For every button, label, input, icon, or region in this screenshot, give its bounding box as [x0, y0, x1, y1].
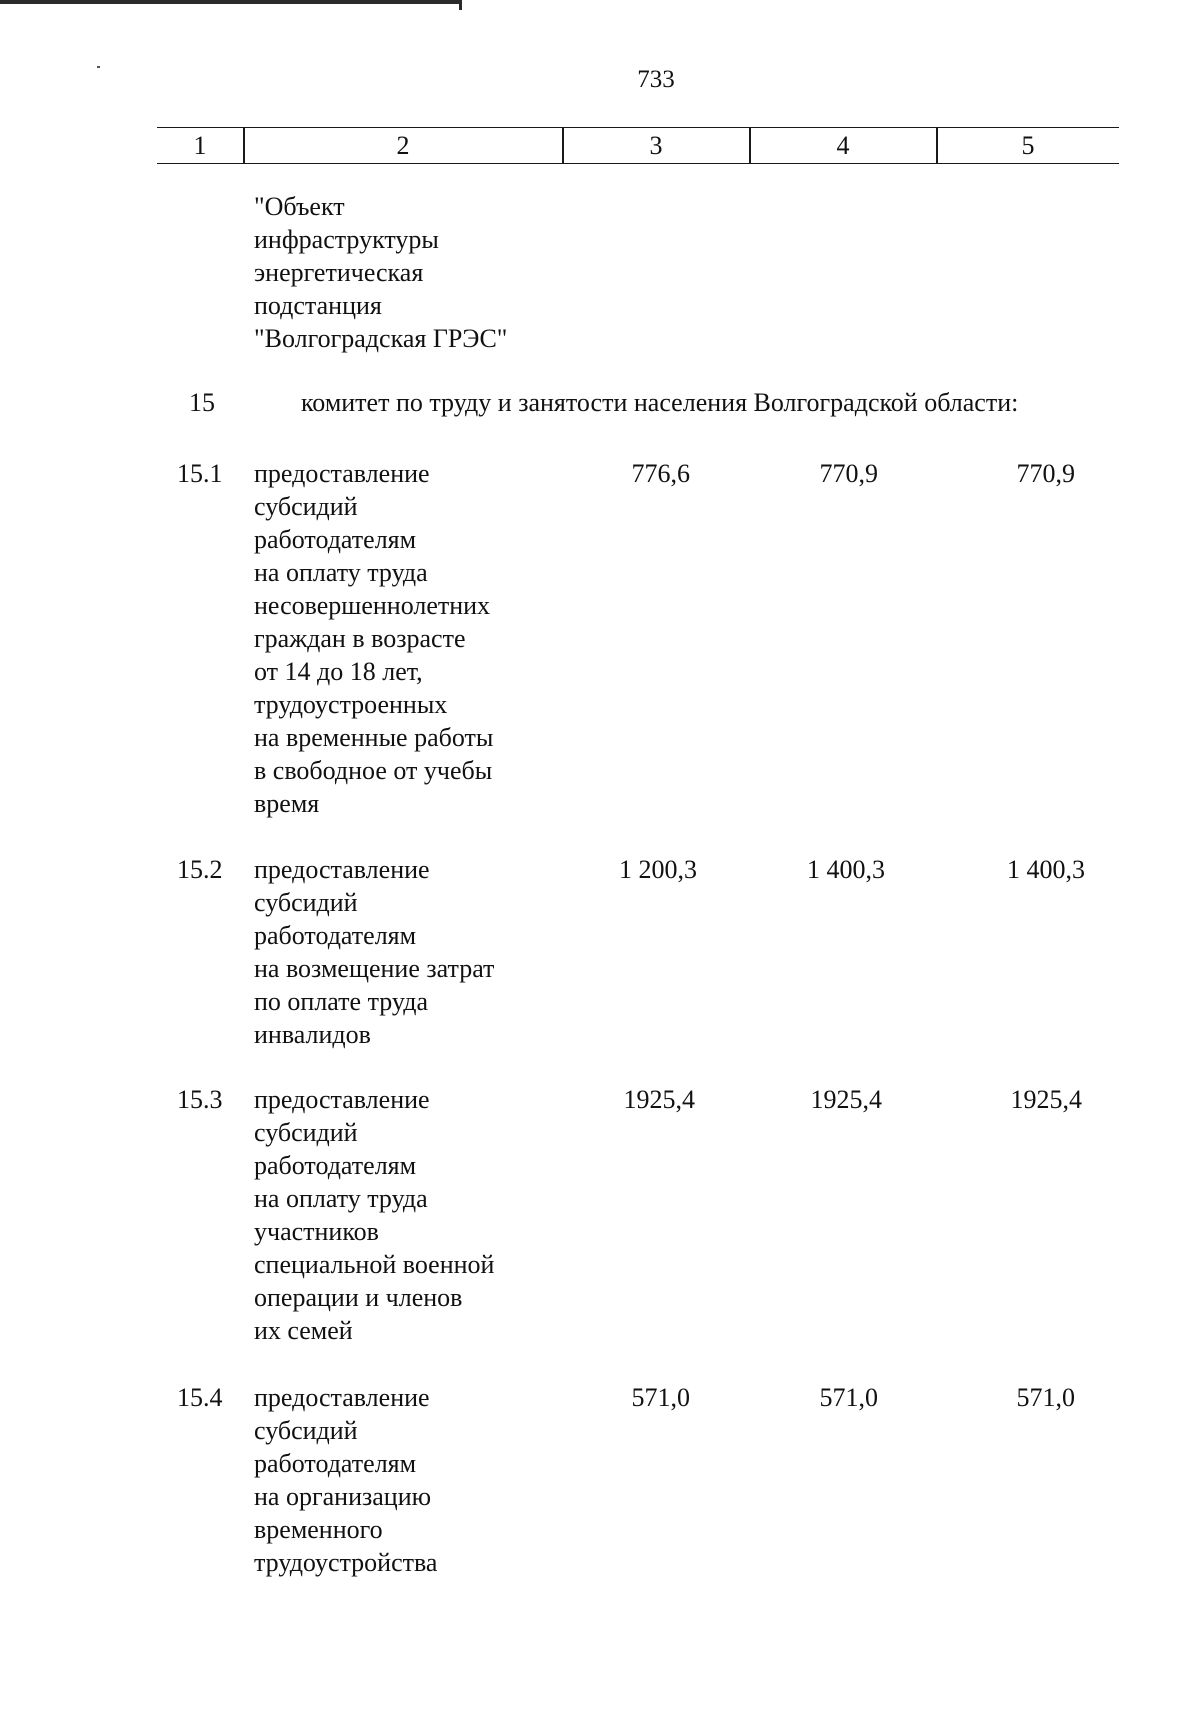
row-description-line: предоставление [254, 1383, 430, 1412]
row-description-line: время [254, 789, 320, 818]
row-description-line: в свободное от учебы [254, 756, 493, 785]
continuation-line: подстанция [254, 291, 382, 320]
row-description-line: работодателям [254, 1151, 417, 1180]
column-header-1: 1 [193, 131, 207, 160]
row-number: 15.1 [177, 459, 223, 488]
continuation-line: инфраструктуры [254, 225, 439, 254]
row-description-line: на организацию [254, 1482, 432, 1511]
row-description-line: работодателям [254, 1449, 417, 1478]
row-description-line: операции и членов [254, 1283, 463, 1312]
section-title: комитет по труду и занятости населения Волгоградской области: [301, 388, 1019, 417]
row-description-line: субсидий [254, 1118, 358, 1147]
row-description-line: на оплату труда [254, 558, 428, 587]
column-header-5: 5 [1021, 131, 1035, 160]
row-value-col3: 571,0 [631, 1383, 690, 1412]
row-description-line: на возмещение затрат [254, 954, 495, 983]
row-description-line: предоставление [254, 459, 430, 488]
section-number: 15 [189, 388, 215, 417]
row-description-line: на оплату труда [254, 1184, 428, 1213]
row-value-col5: 770,9 [1016, 459, 1075, 488]
scan-border-top [0, 0, 462, 4]
column-header-2: 2 [396, 131, 410, 160]
column-header-3: 3 [649, 131, 663, 160]
scan-border-tick [459, 0, 462, 10]
row-description-line: по оплате труда [254, 987, 429, 1016]
row-description-line: инвалидов [254, 1020, 371, 1049]
row-value-col4: 1925,4 [810, 1085, 882, 1114]
column-header-4: 4 [836, 131, 850, 160]
row-description-line: субсидий [254, 1416, 358, 1445]
row-description-line: временного [254, 1515, 383, 1544]
row-value-col3: 1 200,3 [619, 855, 697, 884]
table-column-header [157, 127, 1119, 164]
row-description-line: несовершеннолетних [254, 591, 491, 620]
row-value-col3: 1925,4 [623, 1085, 695, 1114]
continuation-line: "Объект [254, 192, 345, 221]
continuation-line: "Волгоградская ГРЭС" [254, 324, 508, 353]
row-description-line: субсидий [254, 888, 358, 917]
row-description-line: трудоустроенных [254, 690, 448, 719]
row-description-line: от 14 до 18 лет, [254, 657, 423, 686]
row-description-line: на временные работы [254, 723, 494, 752]
row-description-line: граждан в возрасте [254, 624, 466, 653]
page-number: 733 [637, 66, 675, 93]
row-description-line: предоставление [254, 855, 430, 884]
row-description-line: трудоустройства [254, 1548, 438, 1577]
row-value-col4: 571,0 [819, 1383, 878, 1412]
row-description-line: работодателям [254, 921, 417, 950]
row-description-line: предоставление [254, 1085, 430, 1114]
row-description-line: специальной военной [254, 1250, 495, 1279]
row-description-line: участников [254, 1217, 379, 1246]
row-value-col5: 1 400,3 [1007, 855, 1085, 884]
row-number: 15.4 [177, 1383, 223, 1412]
row-description-line: работодателям [254, 525, 417, 554]
continuation-line: энергетическая [254, 258, 424, 287]
row-value-col4: 770,9 [819, 459, 878, 488]
row-description-line: их семей [254, 1316, 353, 1345]
row-value-col4: 1 400,3 [807, 855, 885, 884]
row-value-col5: 571,0 [1016, 1383, 1075, 1412]
row-number: 15.2 [177, 855, 223, 884]
row-value-col3: 776,6 [631, 459, 690, 488]
row-value-col5: 1925,4 [1010, 1085, 1082, 1114]
row-number: 15.3 [177, 1085, 223, 1114]
row-description-line: субсидий [254, 492, 358, 521]
